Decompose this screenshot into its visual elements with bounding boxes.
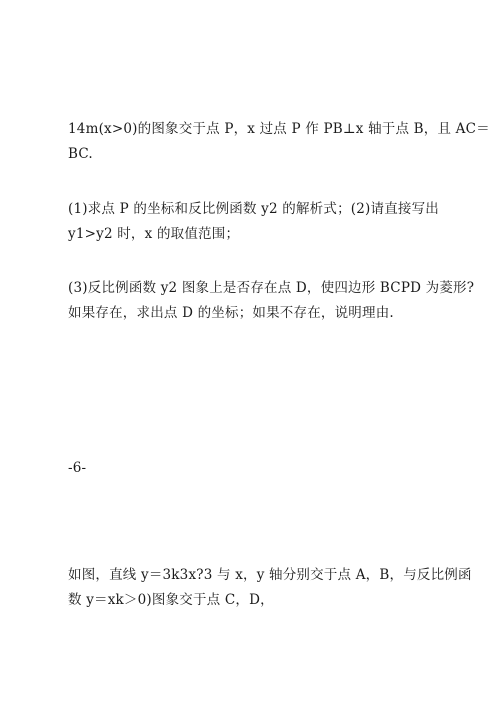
text-line-question-3-continued: 如果存在，求出点 D 的坐标；如果不存在，说明理由. [68, 305, 394, 321]
text-line-question-3: (3)反比例函数 y2 图象上是否存在点 D，使四边形 BCPD 为菱形? [68, 280, 475, 296]
text-line-intersection-point-p: 14m(x>0)的图象交于点 P，x 过点 P 作 PB⊥x 轴于点 B，且 AC＝ [68, 121, 490, 137]
text-line-x-range: y1>y2 时，x 的取值范围； [68, 226, 240, 242]
page-number: -6- [68, 460, 87, 476]
text-line-new-problem: 如图，直线 y＝3k3x?3 与 x，y 轴分别交于点 A，B，与反比例函 [68, 567, 472, 583]
text-line-question-1-2: (1)求点 P 的坐标和反比例函数 y2 的解析式；(2)请直接写出 [68, 201, 440, 217]
text-line-new-problem-continued: 数 y＝xk＞0)图象交于点 C，D， [68, 592, 274, 608]
text-line-bc: BC. [68, 146, 93, 162]
